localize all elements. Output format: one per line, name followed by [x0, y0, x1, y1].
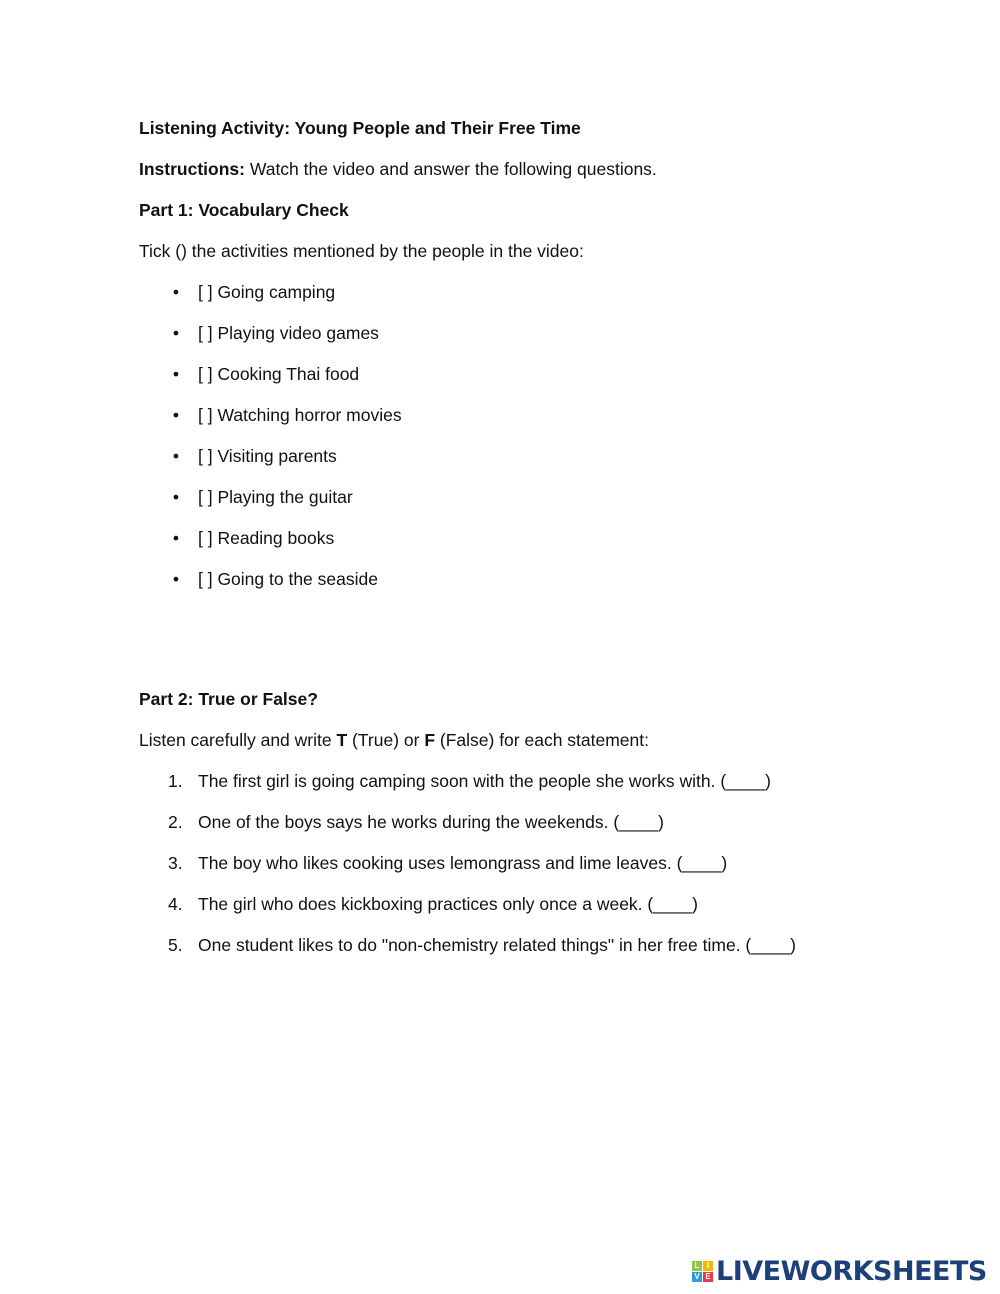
statement-item	[168, 893, 698, 915]
statement-text: One of the boys says he works during the weekends. (____)	[198, 812, 664, 832]
activity-label: [ ] Cooking Thai food	[198, 364, 360, 384]
statement-number: 2.	[168, 812, 183, 832]
statement-item	[168, 852, 727, 874]
activity-item	[168, 445, 337, 467]
title-text: Listening Activity: Young People and Their Free Time	[139, 118, 581, 138]
activity-label: [ ] Visiting parents	[198, 446, 337, 466]
bullet-icon: •	[168, 569, 179, 589]
activity-label: [ ] Watching horror movies	[198, 405, 402, 425]
statement-item	[168, 770, 771, 792]
title	[139, 117, 581, 139]
statement-text: The first girl is going camping soon with the people she works with. (____)	[198, 771, 771, 791]
instructions-text: Watch the video and answer the following questions.	[244, 159, 657, 179]
statement-number: 3.	[168, 853, 183, 873]
statement-item	[168, 811, 664, 833]
bullet-icon: •	[168, 323, 179, 343]
bullet-icon: •	[168, 282, 179, 302]
bullet-icon: •	[168, 364, 179, 384]
bullet-icon: •	[168, 446, 179, 466]
prompt-f: F	[424, 730, 436, 750]
activity-item	[168, 363, 359, 385]
activity-item	[168, 486, 353, 508]
activity-item	[168, 322, 379, 344]
statement-number: 1.	[168, 771, 183, 791]
bullet-icon: •	[168, 487, 179, 507]
statement-text: The boy who likes cooking uses lemongrass and lime leaves. (____)	[198, 853, 728, 873]
activity-item	[168, 527, 334, 549]
logo-tile: V	[692, 1272, 702, 1282]
instructions-label: Instructions:	[139, 159, 245, 179]
statement-text: One student likes to do "non-chemistry related things" in her free time. (____)	[198, 935, 796, 955]
statement-number: 4.	[168, 894, 183, 914]
part2-prompt	[139, 729, 649, 751]
statement-text: The girl who does kickboxing practices only once a week. (____)	[198, 894, 698, 914]
prompt-t: T	[336, 730, 348, 750]
activity-label: [ ] Playing the guitar	[198, 487, 353, 507]
bullet-icon: •	[168, 405, 179, 425]
part1-heading	[139, 199, 349, 221]
logo-tile: L	[692, 1261, 702, 1271]
activity-label: [ ] Going camping	[198, 282, 336, 302]
prompt-a: Listen carefully and write	[139, 730, 337, 750]
statement-number: 5.	[168, 935, 183, 955]
activity-item	[168, 568, 378, 590]
liveworksheets-logo	[692, 1256, 987, 1287]
activity-label: [ ] Going to the seaside	[198, 569, 378, 589]
bullet-icon: •	[168, 528, 179, 548]
prompt-b: (True) or	[347, 730, 425, 750]
instructions	[139, 158, 657, 180]
part1-heading-text: Part 1: Vocabulary Check	[139, 200, 349, 220]
activity-item	[168, 281, 335, 303]
logo-text: LIVEWORKSHEETS	[716, 1256, 987, 1287]
part2-heading-text: Part 2: True or False?	[139, 689, 318, 709]
activity-item	[168, 404, 402, 426]
logo-tile: E	[703, 1272, 713, 1282]
activity-label: [ ] Playing video games	[198, 323, 379, 343]
prompt-c: (False) for each statement:	[435, 730, 649, 750]
statement-item	[168, 934, 796, 956]
activity-label: [ ] Reading books	[198, 528, 335, 548]
logo-tiles-icon	[692, 1261, 713, 1282]
part1-prompt: Tick () the activities mentioned by the people in the video:	[139, 241, 584, 261]
part2-heading	[139, 688, 318, 710]
logo-tile: I	[703, 1261, 713, 1271]
